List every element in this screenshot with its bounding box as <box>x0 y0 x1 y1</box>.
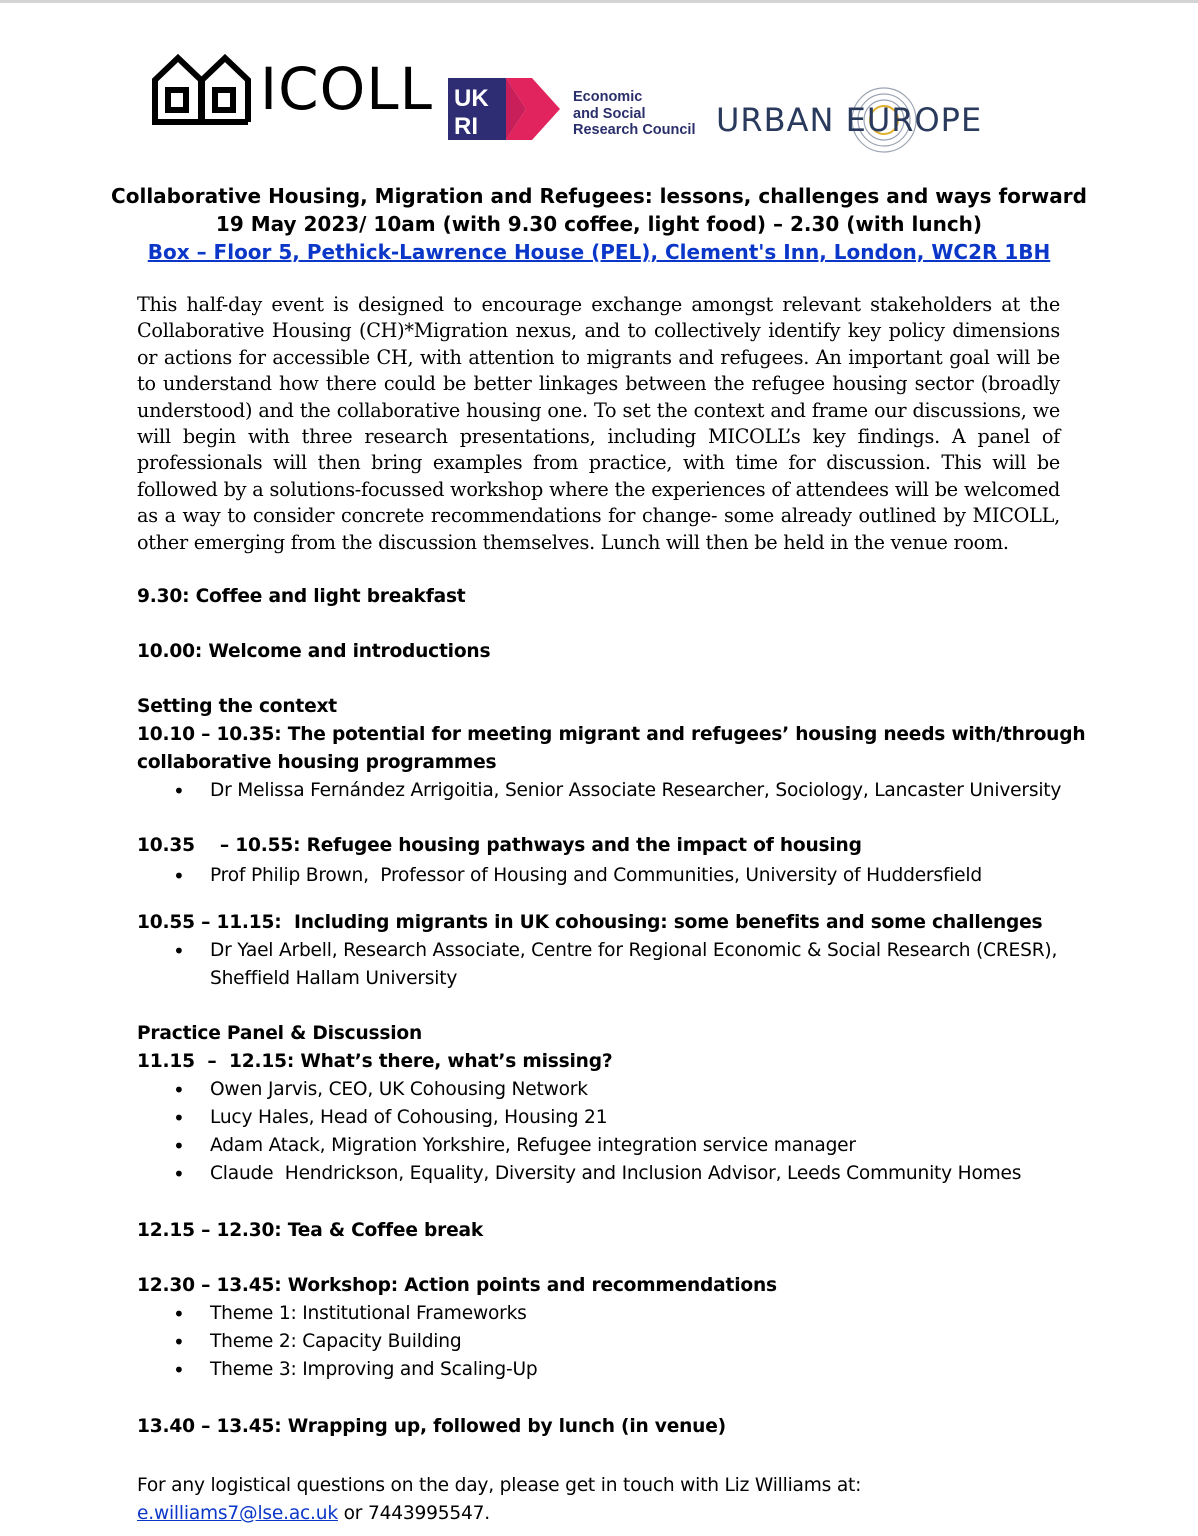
micoll-logo <box>150 48 435 128</box>
session-2-speakers <box>137 862 1067 890</box>
item-coffee: 9.30: Coffee and light breakfast <box>137 586 466 607</box>
item-wrap-up: 13.40 – 13.45: Wrapping up, followed by lunch (in venue) <box>137 1416 726 1437</box>
phone-text: or 7443995547. <box>337 1503 490 1524</box>
esrc-line-3: Research Council <box>573 122 696 138</box>
session-3-title: 10.55 – 11.15: Including migrants in UK cohousing: some benefits and some challenges <box>137 912 1043 933</box>
section-heading: Practice Panel & Discussion <box>137 1023 423 1044</box>
session-2-title: 10.35 – 10.55: Refugee housing pathways and the impact of housing <box>137 835 862 856</box>
esrc-logo-text <box>573 89 696 139</box>
session-1-title-line2: collaborative housing programmes <box>137 752 497 773</box>
speaker-item: • Lucy Hales, Head of Cohousing, Housing 21 <box>137 1104 1067 1132</box>
micoll-wordmark: ICOLL <box>260 55 433 123</box>
section-heading: Setting the context <box>137 696 337 717</box>
speaker-line-1: • Dr Yael Arbell, Research Associate, Centre for Regional Economic & Social Research (CRESR), <box>210 940 1058 961</box>
section-workshop <box>137 1272 1067 1384</box>
workshop-title: 12.30 – 13.45: Workshop: Action points and recommendations <box>137 1275 777 1296</box>
contact-line: For any logistical questions on the day, please get in touch with Liz Williams at: <box>137 1475 862 1496</box>
section-practice-panel <box>137 1020 1067 1188</box>
email-link[interactable]: e.williams7@lse.ac.uk <box>137 1503 338 1524</box>
item-break: 12.15 – 12.30: Tea & Coffee break <box>137 1220 484 1241</box>
speaker-line-2: Sheffield Hallam University <box>210 968 458 989</box>
theme-item: • Theme 3: Improving and Scaling-Up <box>137 1356 1067 1384</box>
page-top-border <box>0 0 1198 3</box>
esrc-line-1: Economic <box>573 89 643 105</box>
intro-paragraph: This half-day event is designed to encourage exchange amongst relevant stakeholders at the Collaborative Housing (CH)*Migration nexus, and to collectively identify key policy dimensions or actions for accessible CH, with attention to migrants and refugees. An important goal will be to understand how there could be better linkages between the refugee housing sector (broadly understood) and the collaborative housing one. To set the context and frame our discussions, we will begin with three research presentations, including MICOLL’s key findings. A panel of professionals will then bring examples from practice, with time for discussion. This will be followed by a solutions-focussed workshop where the experiences of attendees will be welcomed as a way to consider concrete recommendations for change- some already outlined by MICOLL, other emerging from the discussion themselves. Lunch will then be held in the venue room. <box>137 293 1060 554</box>
section-setting-context <box>137 693 1086 805</box>
speaker-item <box>137 937 1067 993</box>
item-welcome: 10.00: Welcome and introductions <box>137 641 491 662</box>
urban-europe-wordmark: URBAN EUROPE <box>716 101 983 139</box>
workshop-themes <box>137 1300 1067 1384</box>
event-date: 19 May 2023/ 10am (with 9.30 coffee, light food) – 2.30 (with lunch) <box>215 212 983 236</box>
theme-item: • Theme 1: Institutional Frameworks <box>137 1300 1067 1328</box>
panel-title: 11.15 – 12.15: What’s there, what’s missing? <box>137 1051 613 1072</box>
theme-item: • Theme 2: Capacity Building <box>137 1328 1067 1356</box>
ukri-letters-bottom: RI <box>454 113 478 140</box>
venue-line <box>0 238 1198 266</box>
speaker-item: • Claude Hendrickson, Equality, Diversity and Inclusion Advisor, Leeds Community Homes <box>137 1160 1067 1188</box>
session-3 <box>137 909 1067 993</box>
speaker-item: • Adam Atack, Migration Yorkshire, Refugee integration service manager <box>137 1132 1067 1160</box>
houses-icon <box>152 52 264 128</box>
speaker-item: • Dr Melissa Fernández Arrigoitia, Senior Associate Researcher, Sociology, Lancaster University <box>137 777 1067 805</box>
urban-europe-logo <box>716 86 1061 156</box>
ukri-letters-top: UK <box>454 85 489 112</box>
speaker-item: • Owen Jarvis, CEO, UK Cohousing Network <box>137 1076 1067 1104</box>
event-title: Collaborative Housing, Migration and Refugees: lessons, challenges and ways forward <box>111 184 1087 208</box>
session-1-title-line1: 10.10 – 10.35: The potential for meeting migrant and refugees’ housing needs with/through <box>137 724 1086 745</box>
session-2 <box>137 832 1067 890</box>
ukri-logo <box>448 76 560 142</box>
panel-speakers <box>137 1076 1067 1188</box>
session-1-speakers <box>137 777 1067 805</box>
venue-link[interactable]: Box – Floor 5, Pethick-Lawrence House (PEL), Clement's Inn, London, WC2R 1BH <box>147 240 1051 264</box>
logo-bar <box>150 48 1060 158</box>
contact-details <box>137 1500 1067 1528</box>
esrc-line-2: and Social <box>573 105 646 122</box>
session-3-speakers <box>137 937 1067 993</box>
speaker-item: • Prof Philip Brown, Professor of Housing and Communities, University of Huddersfield <box>137 862 1067 890</box>
contact-footer <box>137 1472 1067 1528</box>
